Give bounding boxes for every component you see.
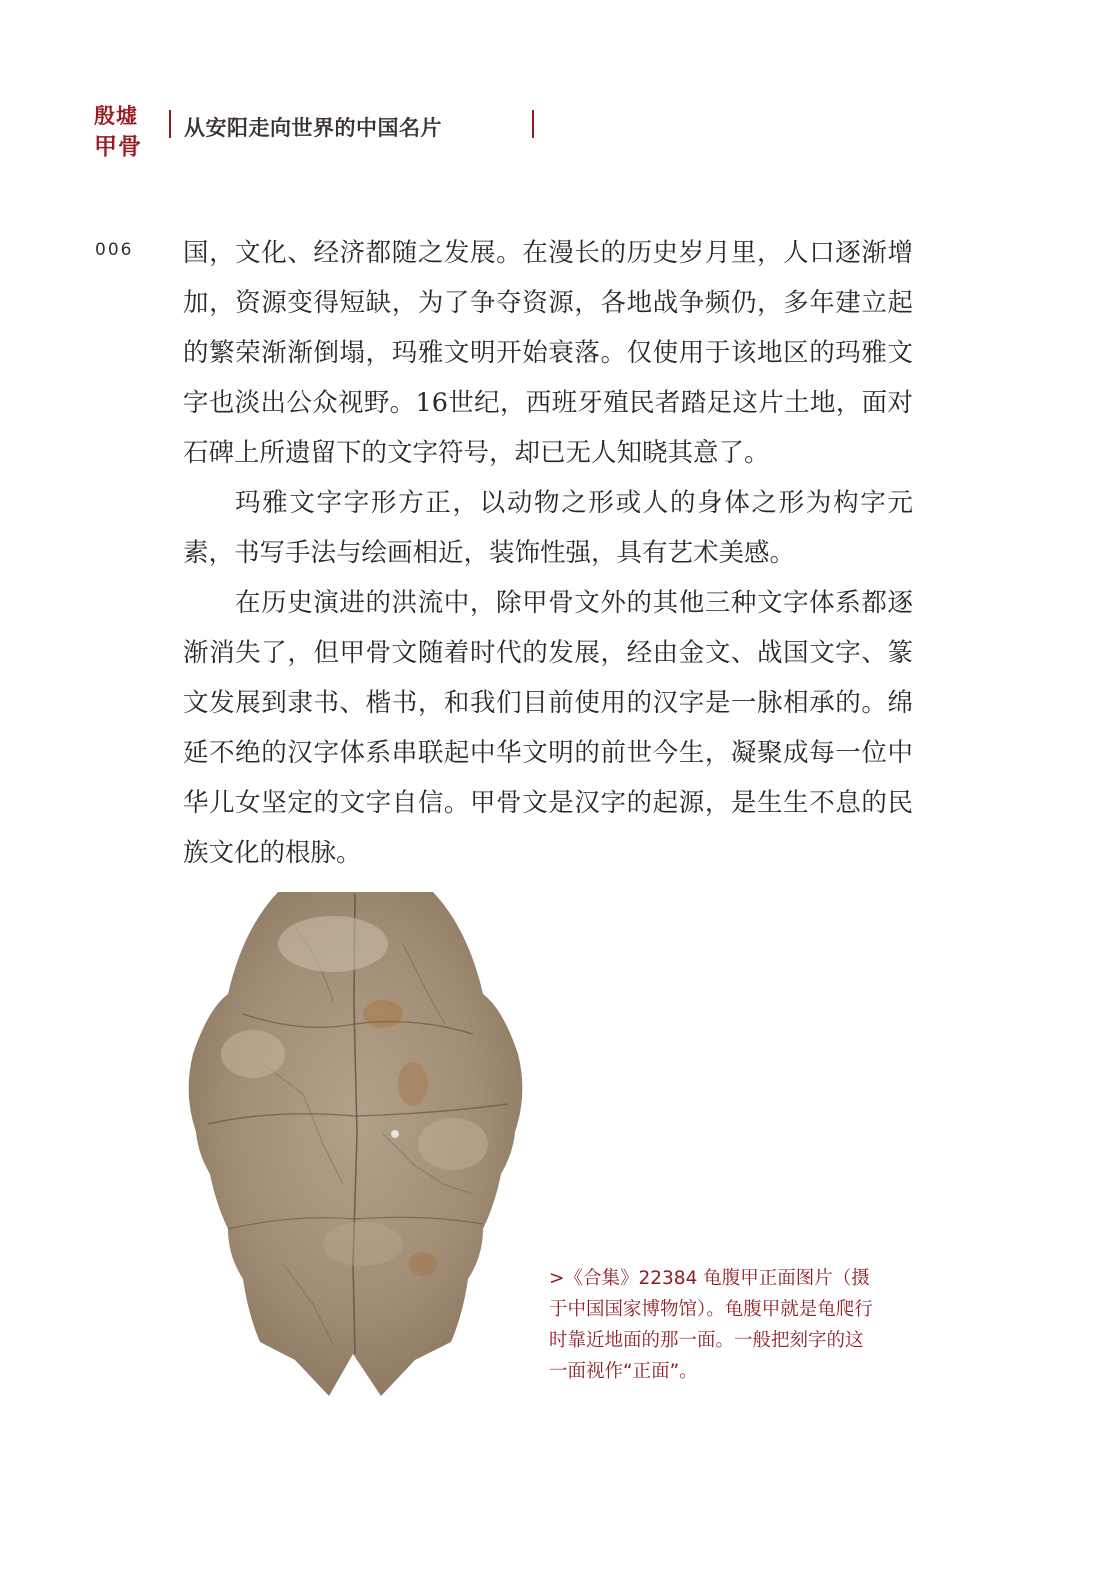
- book-title: 从安阳走向世界的中国名片: [184, 115, 442, 140]
- turtle-plastron-photo: [183, 884, 528, 1399]
- rust-stain: [398, 1062, 428, 1106]
- pale-patch: [323, 1222, 403, 1266]
- paragraph-3: 在历史演进的洪流中，除甲骨文外的其他三种文字体系都逐渐消失了，但甲骨文随着时代的发展，经由金文、战国文字、篆文发展到隶书、楷书，和我们目前使用的汉字是一脉相承的。绵延不绝的汉字体系串联起中华文明的前世今生，凝聚成每一位中华儿女坚定的文字自信。甲骨文是汉字的起源，是生生不息的民族文化的根脉。: [183, 588, 913, 868]
- pale-patch: [418, 1118, 488, 1170]
- pale-patch: [221, 1030, 285, 1078]
- header-divider-right: [532, 110, 534, 138]
- header-divider-left: [169, 110, 171, 138]
- page-number: 006: [95, 240, 134, 260]
- hollow-mark: [391, 1130, 399, 1138]
- pale-patch: [278, 916, 388, 972]
- rust-stain: [409, 1252, 437, 1276]
- rust-stain: [363, 1000, 403, 1028]
- logo-line-1: 殷墟: [94, 103, 138, 128]
- paragraph-2: 玛雅文字字形方正，以动物之形或人的身体之形为构字元素，书写手法与绘画相近，装饰性强，具有艺术美感。: [183, 488, 913, 568]
- figure-caption: >《合集》22384 龟腹甲正面图片（摄于中国国家博物馆）。龟腹甲就是龟爬行时靠近地面的那一面。一般把刻字的这一面视作“正面”。: [549, 1268, 873, 1382]
- body-text: [183, 228, 913, 878]
- paragraph-1: 国，文化、经济都随之发展。在漫长的历史岁月里，人口逐渐增加，资源变得短缺，为了争夺资源，各地战争频仍，多年建立起的繁荣渐渐倒塌，玛雅文明开始衰落。仅使用于该地区的玛雅文字也淡出公众视野。16世纪，西班牙殖民者踏足这片土地，面对石碑上所遗留下的文字符号，却已无人知晓其意了。: [183, 238, 913, 468]
- logo-line-2: 甲骨: [94, 133, 142, 160]
